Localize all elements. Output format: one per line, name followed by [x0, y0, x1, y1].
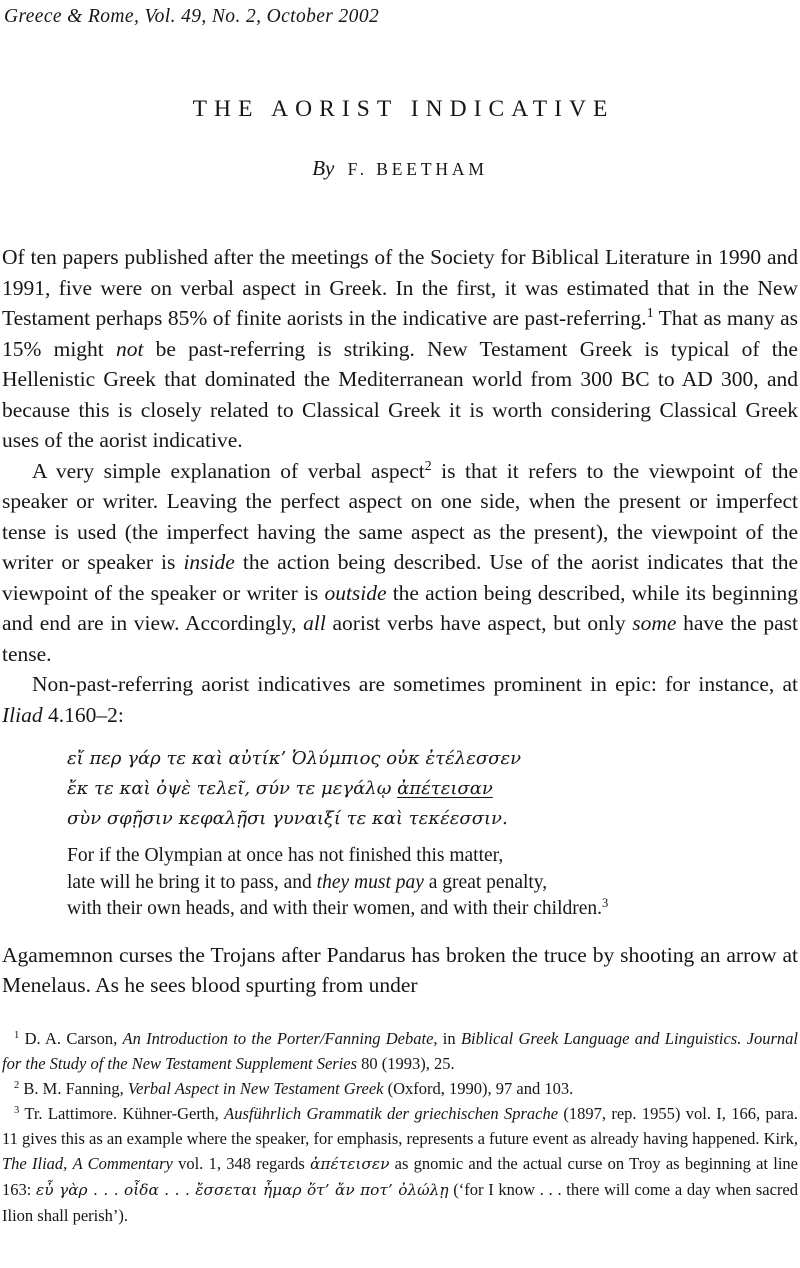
- footnote: [2, 1101, 798, 1228]
- text-run: Agamemnon curses the Trojans after Pandarus has broken the truce by shooting an arrow at Menelaus. As he sees blood spurting from under: [2, 942, 798, 997]
- text-run: εἴ περ γάρ τε καὶ αὐτίκ’ Ὀλύμπιος οὐκ ἐτέλεσσεν: [67, 748, 522, 769]
- greek-verse-line: [67, 774, 798, 804]
- footnote-marker: 3: [14, 1104, 20, 1116]
- text-run: A very simple explanation of verbal aspect: [32, 458, 425, 483]
- text-run: (1897, rep. 1955) vol. I, 166, para. 11 gives this as an example where the speaker, for emphasis, represents a future event as already having happened. Kirk,: [2, 1103, 799, 1148]
- text-run: Ausführlich Grammatik der griechischen Sprache: [224, 1103, 559, 1123]
- footnote-marker: 3: [602, 896, 609, 911]
- text-run: (‘for I know . . . there will come a day when sacred Ilion shall perish’).: [2, 1179, 798, 1225]
- text-run: Tr. Lattimore. Kühner-Gerth,: [24, 1103, 225, 1123]
- text-run: inside: [183, 550, 235, 574]
- text-run: D. A. Carson,: [24, 1028, 123, 1048]
- text-run: ἔκ τε καὶ ὀψὲ τελεῖ, σύν τε μεγάλῳ: [67, 778, 398, 799]
- text-run: Iliad: [2, 702, 43, 727]
- paragraph: [2, 242, 798, 456]
- footnote-marker: 1: [646, 305, 654, 321]
- byline-prefix: By: [312, 156, 335, 180]
- text-run: all: [303, 611, 326, 635]
- text-run: σὺν σφῇσιν κεφαλῇσι γυναιξί τε καὶ τεκέεσσιν.: [67, 808, 508, 829]
- text-run: not: [115, 336, 144, 361]
- text-run: they must pay: [316, 871, 424, 893]
- paragraph: [2, 669, 798, 730]
- text-run: ἀπέτεισαν: [397, 778, 493, 799]
- quotation-translation: [67, 843, 798, 923]
- text-run: some: [632, 611, 677, 635]
- text-run: ,: [63, 1153, 73, 1173]
- text-run: outside: [324, 580, 387, 605]
- text-run: , in: [433, 1028, 461, 1048]
- text-run: aorist verbs have aspect, but only: [325, 611, 633, 635]
- article-title: THE AORIST INDICATIVE: [192, 96, 615, 122]
- article-body: [2, 242, 798, 1001]
- footnote: [2, 1076, 798, 1101]
- paragraph: [2, 456, 798, 670]
- footnotes-section: [2, 1026, 798, 1228]
- text-run: 80 (1993), 25.: [357, 1053, 455, 1073]
- text-run: as gnomic and the actual curse on Troy as beginning at line 163:: [2, 1153, 798, 1199]
- text-run: B. M. Fanning,: [23, 1078, 128, 1098]
- byline-author: F. BEETHAM: [347, 159, 488, 179]
- paragraph: [2, 940, 798, 1001]
- text-run: is that it refers to the viewpoint of the speaker or writer. Leaving the perfect aspect on one side, when the present or imperfect tense is used (the imperfect having the same aspect as the present), the viewpoint of the writer or speaker is: [2, 458, 798, 574]
- text-run: The Iliad: [2, 1153, 64, 1173]
- text-run: late will he bring it to pass, and: [67, 871, 317, 893]
- greek-verse-line: [67, 744, 798, 774]
- text-run: be past-referring is striking. New Testament Greek is typical of the Hellenistic Greek that dominated the Mediterranean world from 300 BC to AD 300, and because this is closely related to Classical Greek it is worth considering Classical Greek uses of the aorist indicative.: [2, 336, 798, 452]
- footnote: [2, 1026, 798, 1076]
- text-run: the action being described, while its beginning and end are in view. Accordingly,: [2, 580, 798, 635]
- greek-verse-line: [67, 804, 798, 834]
- text-run: have the past tense.: [2, 611, 798, 666]
- translation-verse-line: [67, 870, 798, 897]
- text-run: A Commentary: [72, 1153, 173, 1173]
- text-run: An Introduction to the Porter/Fanning Debate: [122, 1028, 434, 1048]
- text-run: Of ten papers published after the meetings of the Society for Biblical Literature in 1990 and 1991, five were on verbal aspect in Greek. In the first, it was estimated that in the New Testament perhaps 85% of finite aorists in the indicative are past-referring.: [2, 245, 798, 330]
- footnote-marker: 2: [14, 1079, 20, 1091]
- text-run: the action being described. Use of the aorist indicates that the viewpoint of the speaker or writer is: [2, 550, 798, 605]
- byline: [2, 156, 798, 181]
- text-run: with their own heads, and with their women, and with their children.: [67, 898, 603, 919]
- text-run: a great penalty,: [423, 871, 548, 893]
- greek-quotation: [67, 744, 798, 834]
- text-run: That as many as 15% might: [2, 306, 798, 361]
- text-run: (Oxford, 1990), 97 and 103.: [383, 1078, 574, 1098]
- text-run: Non-past-referring aorist indicatives are sometimes prominent in epic: for instance, at: [32, 672, 798, 696]
- translation-verse-line: [67, 896, 798, 923]
- text-run: 4.160–2:: [42, 702, 124, 727]
- greek-text-run: ἀπέτεισεν: [310, 1154, 390, 1173]
- journal-header: Greece & Rome, Vol. 49, No. 2, October 2002: [4, 6, 380, 27]
- text-run: Biblical Greek Language and Linguistics. Journal for the Study of the New Testament Supplement Series: [2, 1028, 798, 1073]
- greek-text-run: εὖ γὰρ . . . οἶδα . . . ἔσσεται ἦμαρ ὅτ’ ἄν ποτ’ ὀλώλῃ: [36, 1180, 449, 1199]
- text-run: vol. 1, 348 regards: [172, 1153, 311, 1173]
- footnote-marker: 2: [424, 457, 432, 473]
- text-run: Verbal Aspect in New Testament Greek: [127, 1078, 384, 1098]
- footnote-marker: 1: [14, 1029, 20, 1041]
- translation-verse-line: [67, 843, 798, 870]
- text-run: For if the Olympian at once has not finished this matter,: [67, 845, 504, 866]
